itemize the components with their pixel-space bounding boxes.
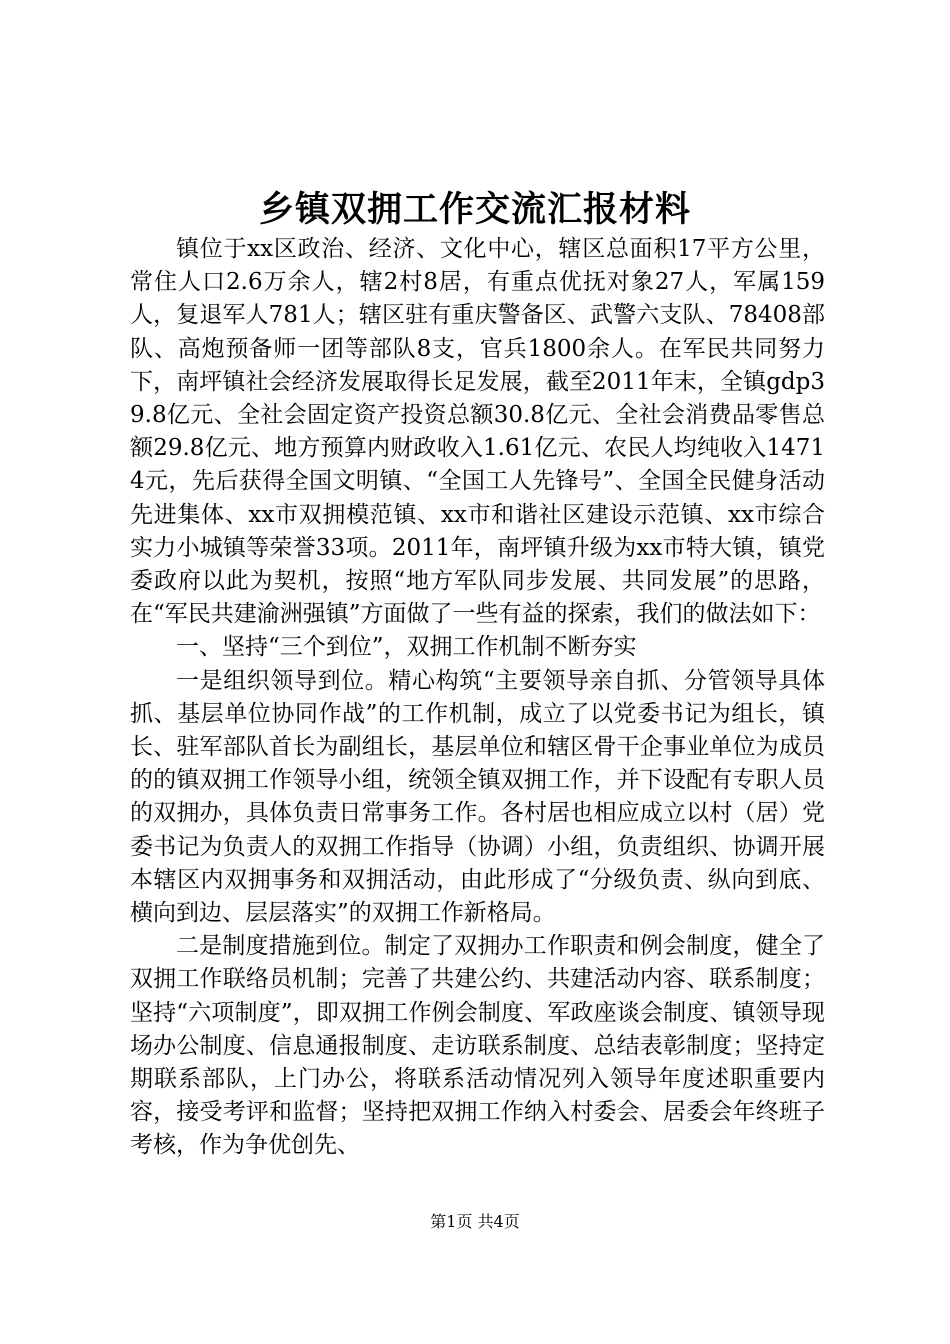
paragraph-system-measures: 二是制度措施到位。制定了双拥办工作职责和例会制度，健全了双拥工作联络员机制；完善了共建公约、共建活动内容、联系制度；坚持“六项制度”，即双拥工作例会制度、军政座谈会制度、镇领导现场办公制度、信息通报制度、走访联系制度、总结表彰制度；坚持定期联系部队，上门办公，将联系活动情况列入领导年度述职重要内容，接受考评和监督；坚持把双拥工作纳入村委会、居委会年终班子考核，作为争优创先、 bbox=[130, 933, 825, 1159]
section-heading-1: 一、坚持“三个到位”，双拥工作机制不断夯实 bbox=[176, 634, 637, 661]
paragraph-organization: 一是组织领导到位。精心构筑“主要领导亲自抓、分管领导具体抓、基层单位协同作战”的工作机制，成立了以党委书记为组长，镇长、驻军部队首长为副组长，基层单位和辖区骨干企事业单位为成员的的镇双拥工作领导小组，统领全镇双拥工作，并下设配有专职人员的双拥办，具体负责日常事务工作。各村居也相应成立以村（居）党委书记为负责人的双拥工作指导（协调）小组，负责组织、协调开展本辖区内双拥事务和双拥活动，由此形成了“分级负责、纵向到底、横向到边、层层落实”的双拥工作新格局。 bbox=[130, 667, 825, 927]
document-title: 乡镇双拥工作交流汇报材料 bbox=[258, 189, 691, 230]
document-body bbox=[130, 233, 825, 1163]
page-footer: 第1页 共4页 bbox=[430, 1212, 520, 1231]
paragraph-intro: 镇位于xx区政治、经济、文化中心，辖区总面积17平方公里，常住人口2.6万余人，辖2村8居，有重点优抚对象27人，军属159人，复退军人781人；辖区驻有重庆警备区、武警六支队、78408部队、高炮预备师一团等部队8支，官兵1800余人。在军民共同努力下，南坪镇社会经济发展取得长足发展，截至2011年末，全镇gdp39.8亿元、全社会固定资产投资总额30.8亿元、全社会消费品零售总额29.8亿元、地方预算内财政收入1.61亿元、农民人均纯收入14714元，先后获得全国文明镇、“全国工人先锋号”、全国全民健身活动先进集体、xx市双拥模范镇、xx市和谐社区建设示范镇、xx市综合实力小城镇等荣誉33项。2011年，南坪镇升级为xx市特大镇，镇党委政府以此为契机，按照“地方军队同步发展、共同发展”的思路，在“军民共建渝洲强镇”方面做了一些有益的探索，我们的做法如下： bbox=[130, 236, 825, 628]
